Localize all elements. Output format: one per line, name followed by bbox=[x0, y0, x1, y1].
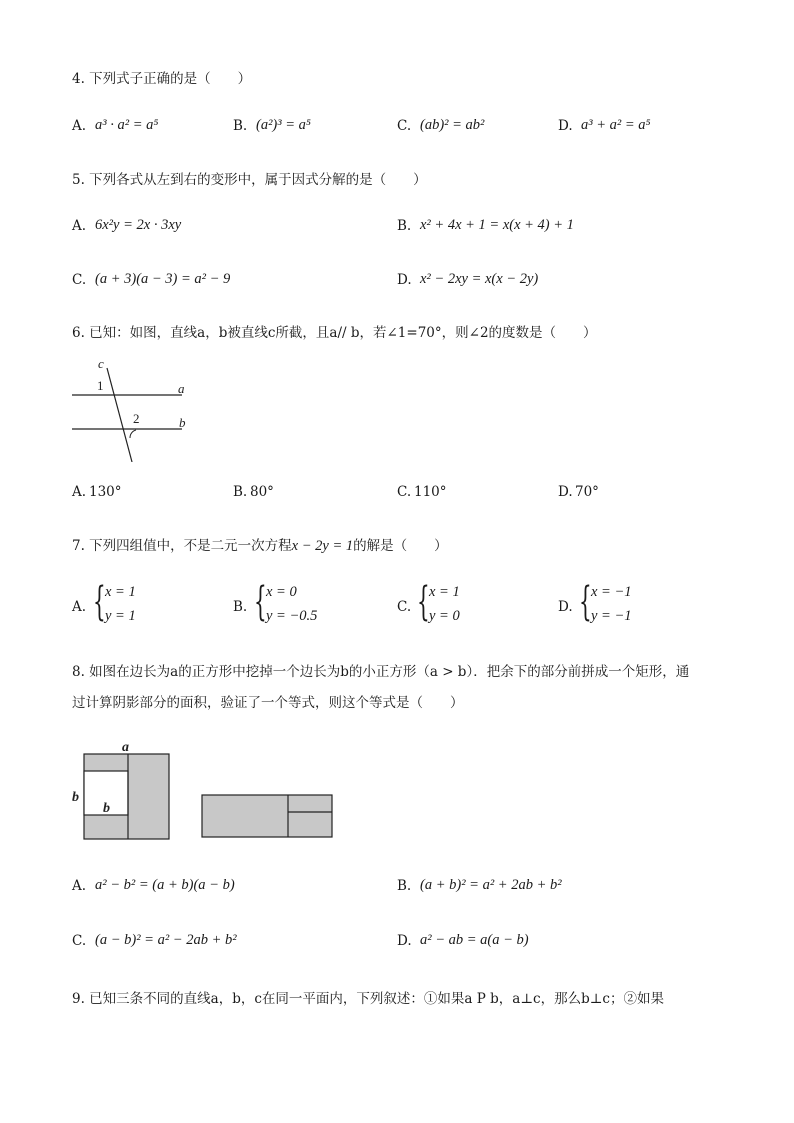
label-c: c bbox=[98, 356, 104, 371]
label-a: a bbox=[178, 381, 185, 396]
q4-stem: 4. 下列式子正确的是（ ） bbox=[72, 71, 252, 87]
q8-stem-line2: 过计算阴影部分的面积，验证了一个等式，则这个等式是（ ） bbox=[72, 695, 464, 711]
q8-square-figure bbox=[70, 738, 180, 843]
q7-stem-pre: 7. 下列四组值中，不是二元一次方程 bbox=[72, 538, 292, 554]
q5-stem: 5. 下列各式从左到右的变形中，属于因式分解的是（ ） bbox=[72, 172, 427, 188]
q8-rectangle-figure bbox=[198, 790, 338, 840]
q4-option-b: (a²)³ = a⁵ bbox=[256, 117, 311, 133]
q9-stem: 9. 已知三条不同的直线a，b，c在同一平面内，下列叙述：①如果a P b，a⊥c，那么b⊥c；②如果 bbox=[72, 991, 664, 1007]
q8-option-c-label: C. bbox=[72, 933, 87, 949]
q6-option-c: 110° bbox=[414, 484, 447, 500]
q6-option-a: 130° bbox=[89, 484, 122, 500]
q5-option-c-label: C. bbox=[72, 272, 87, 288]
q6-option-c-label: C. bbox=[397, 484, 412, 500]
brace-icon: { bbox=[93, 579, 106, 625]
q4-option-b-label: B. bbox=[233, 118, 248, 134]
label-b: b bbox=[179, 415, 186, 430]
q7-option-b-line1: x = 0 bbox=[266, 584, 297, 600]
q8-option-d-label: D. bbox=[397, 933, 412, 949]
q7-option-d-label: D. bbox=[558, 599, 573, 615]
rectangle-shaded bbox=[202, 795, 332, 837]
q4-option-a: a³ · a² = a⁵ bbox=[95, 117, 159, 133]
brace-icon: { bbox=[254, 579, 267, 625]
label-b-inner: b bbox=[103, 801, 110, 816]
q7-option-a-line1: x = 1 bbox=[105, 584, 136, 600]
angle-2-arc bbox=[130, 430, 136, 438]
q8-option-a-label: A. bbox=[72, 878, 87, 894]
q8-stem-line1: 8. 如图在边长为a的正方形中挖掉一个边长为b的小正方形（a > b）．把余下的部分前拼成一个矩形，通 bbox=[72, 664, 690, 680]
q6-option-d: 70° bbox=[575, 484, 599, 500]
brace-icon: { bbox=[417, 579, 430, 625]
q7-option-a-label: A. bbox=[72, 599, 87, 615]
line-c bbox=[107, 368, 132, 462]
q6-stem: 6. 已知：如图，直线a，b被直线c所截，且a// b，若∠1=70°，则∠2的度数是（ ） bbox=[72, 325, 597, 341]
q5-option-b-label: B. bbox=[397, 218, 412, 234]
label-a-top: a bbox=[122, 740, 129, 755]
q7-option-b-label: B. bbox=[233, 599, 248, 615]
label-angle-2: 2 bbox=[133, 411, 140, 426]
q7-option-c-label: C. bbox=[397, 599, 412, 615]
q4-option-c: (ab)² = ab² bbox=[420, 117, 485, 133]
q7-option-a-line2: y = 1 bbox=[105, 608, 136, 624]
q6-option-a-label: A. bbox=[72, 484, 87, 500]
q5-option-a: 6x²y = 2x · 3xy bbox=[95, 217, 182, 233]
q6-option-b-label: B. bbox=[233, 484, 248, 500]
q5-option-d: x² − 2xy = x(x − 2y) bbox=[420, 271, 539, 287]
brace-icon: { bbox=[579, 579, 592, 625]
label-b-left: b bbox=[72, 790, 79, 805]
q8-option-a: a² − b² = (a + b)(a − b) bbox=[95, 877, 235, 893]
q6-parallel-lines-figure bbox=[66, 352, 206, 462]
q7-option-d-line1: x = −1 bbox=[591, 584, 632, 600]
q7-stem-equation: x − 2y = 1 bbox=[291, 538, 354, 554]
q5-option-a-label: A. bbox=[72, 218, 87, 234]
q8-option-b: (a + b)² = a² + 2ab + b² bbox=[420, 877, 562, 893]
q4-option-a-label: A. bbox=[72, 118, 87, 134]
q5-option-d-label: D. bbox=[397, 272, 412, 288]
q6-option-d-label: D. bbox=[558, 484, 573, 500]
q4-option-c-label: C. bbox=[397, 118, 412, 134]
q7-option-d-line2: y = −1 bbox=[591, 608, 632, 624]
q8-option-c: (a − b)² = a² − 2ab + b² bbox=[95, 932, 237, 948]
label-angle-1: 1 bbox=[97, 378, 104, 393]
q7-option-c-line2: y = 0 bbox=[429, 608, 460, 624]
q5-option-b: x² + 4x + 1 = x(x + 4) + 1 bbox=[420, 217, 574, 233]
q4-option-d-label: D. bbox=[558, 118, 573, 134]
q4-option-d: a³ + a² = a⁵ bbox=[581, 117, 651, 133]
q5-option-c: (a + 3)(a − 3) = a² − 9 bbox=[95, 271, 231, 287]
q7-option-c-line1: x = 1 bbox=[429, 584, 460, 600]
q7-option-b-line2: y = −0.5 bbox=[266, 608, 318, 624]
q7-stem-post: 的解是（ ） bbox=[353, 538, 448, 554]
q6-option-b: 80° bbox=[250, 484, 274, 500]
q8-option-d: a² − ab = a(a − b) bbox=[420, 932, 529, 948]
q8-option-b-label: B. bbox=[397, 878, 412, 894]
q7-stem bbox=[72, 534, 448, 555]
